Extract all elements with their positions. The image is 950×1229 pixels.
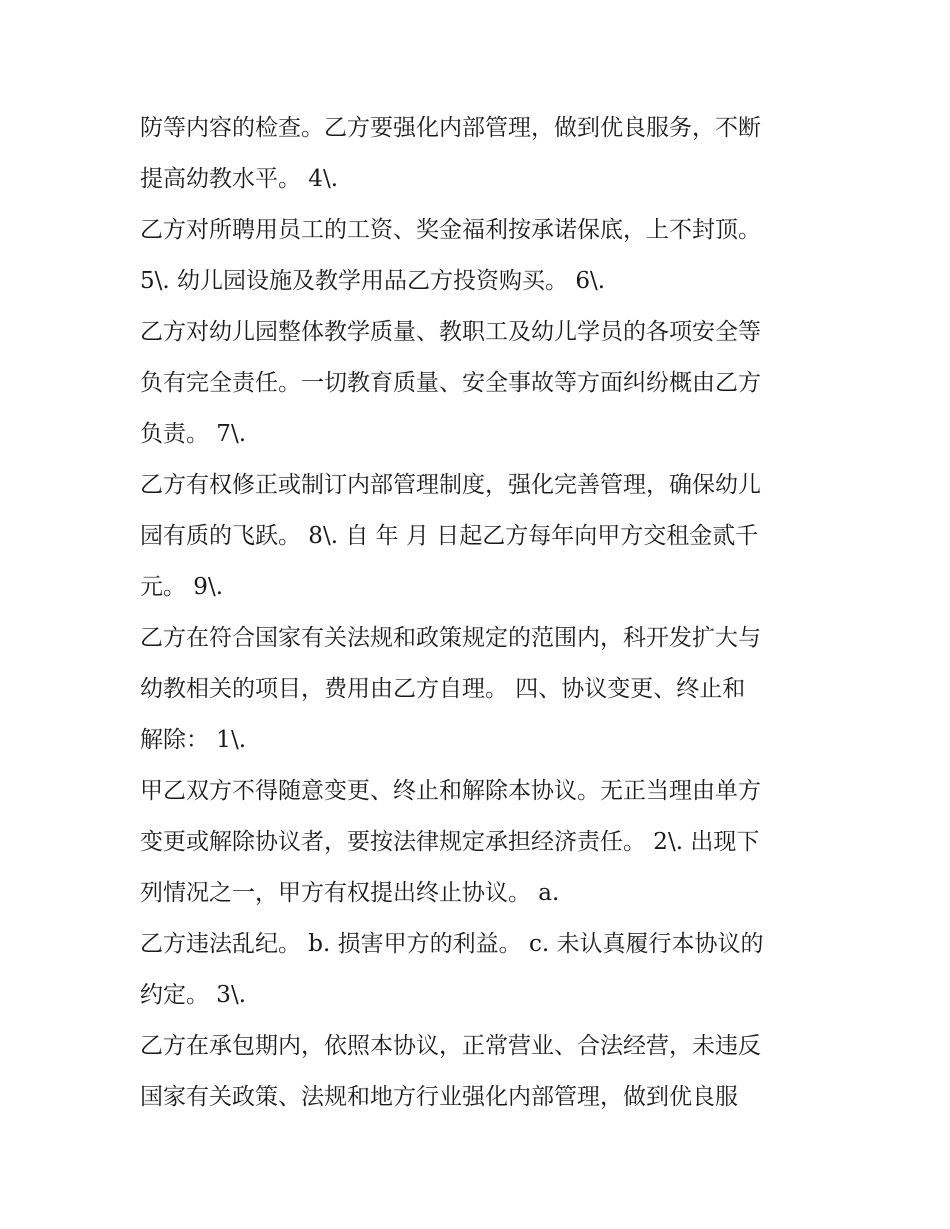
text-line: 甲乙双方不得随意变更、终止和解除本协议。无正当理由单方 (140, 778, 761, 804)
document-body (140, 103, 820, 1123)
text-line: 提高幼教水平。 4\. (140, 166, 339, 192)
text-line: 乙方对所聘用员工的工资、奖金福利按承诺保底，上不封顶。 (140, 217, 761, 243)
text-line: 乙方对幼儿园整体教学质量、教职工及幼儿学员的各项安全等 (140, 319, 761, 345)
text-line: 负责。 7\. (140, 421, 247, 447)
text-line: 乙方违法乱纪。 b. 损害甲方的利益。 c. 未认真履行本协议的 (140, 931, 764, 957)
text-line: 防等内容的检查。乙方要强化内部管理，做到优良服务，不断 (140, 115, 761, 141)
text-line: 负有完全责任。一切教育质量、安全事故等方面纠纷概由乙方 (140, 370, 761, 396)
text-line: 国家有关政策、法规和地方行业强化内部管理，做到优良服 (140, 1084, 738, 1110)
text-line: 5\. 幼儿园设施及教学用品乙方投资购买。 6\. (140, 268, 606, 294)
text-line: 乙方有权修正或制订内部管理制度，强化完善管理，确保幼儿 (140, 472, 761, 498)
text-line: 解除： 1\. (140, 727, 247, 753)
text-line: 元。 9\. (140, 574, 224, 600)
text-line: 约定。 3\. (140, 982, 247, 1008)
text-line: 乙方在符合国家有关法规和政策规定的范围内，科开发扩大与 (140, 625, 761, 651)
text-line: 乙方在承包期内，依照本协议，正常营业、合法经营，未违反 (140, 1033, 761, 1059)
text-line: 园有质的飞跃。 8\. 自 年 月 日起乙方每年向甲方交租金贰千 (140, 523, 759, 549)
text-line: 幼教相关的项目，费用由乙方自理。 四、协议变更、终止和 (140, 676, 746, 702)
text-line: 变更或解除协议者，要按法律规定承担经济责任。 2\. 出现下 (140, 829, 760, 855)
text-line: 列情况之一，甲方有权提出终止协议。 a. (140, 880, 560, 906)
